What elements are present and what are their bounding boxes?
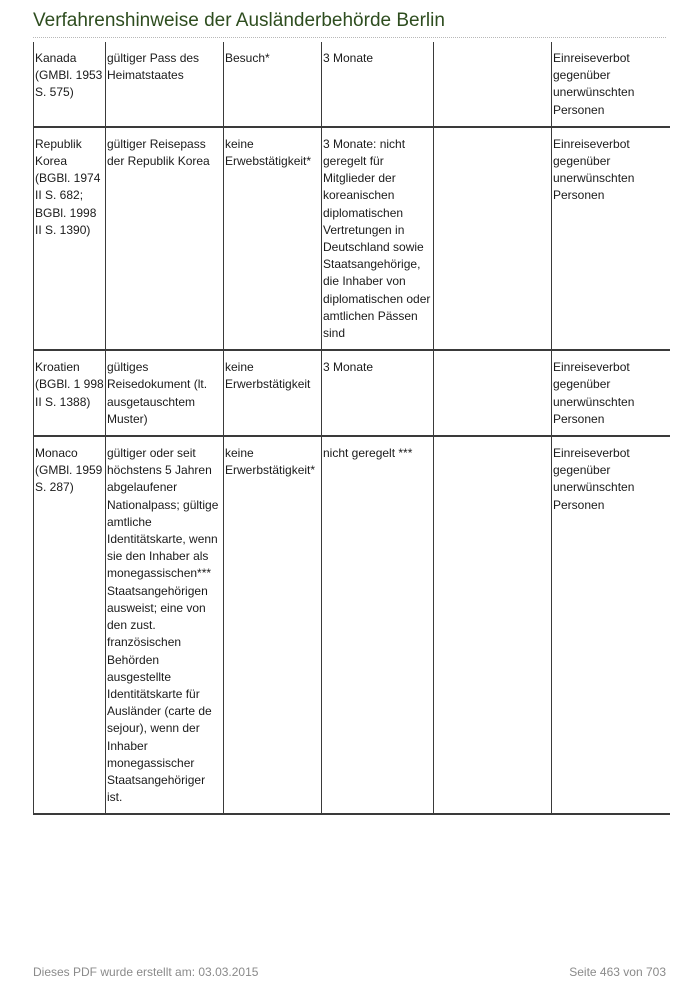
cell-duration: 3 Monate <box>322 42 434 127</box>
cell-extra <box>434 42 552 127</box>
cell-country: Kroatien (BGBl. 1 998 II S. 1388) <box>34 350 106 436</box>
table-row <box>34 350 670 436</box>
cell-duration: 3 Monate: nicht geregelt für Mitglieder der koreanischen diplomatischen Vertretungen in Deutschland sowie Staatsangehörige, die Inhaber von diplomatischen oder amtlichen Pässen sind <box>322 127 434 350</box>
cell-extra <box>434 127 552 350</box>
cell-note: Einreiseverbot gegenüber unerwünschten Personen <box>552 436 670 814</box>
cell-note: Einreiseverbot gegenüber unerwünschten Personen <box>552 42 670 127</box>
table-row <box>34 127 670 350</box>
cell-purpose: keine Erwebstätigkeit* <box>224 127 322 350</box>
page-title: Verfahrenshinweise der Ausländerbehörde Berlin <box>33 10 445 31</box>
cell-country: Kanada (GMBl. 1953 S. 575) <box>34 42 106 127</box>
cell-duration: nicht geregelt *** <box>322 436 434 814</box>
cell-document: gültiger oder seit höchstens 5 Jahren abgelaufener Nationalpass; gültige amtliche Identitätskarte, wenn sie den Inhaber als monegassischen*** Staatsangehörigen ausweist; eine von den zust. französischen Behörden ausgestellte Identitätskarte für Ausländer (carte de sejour), wenn der Inhaber monegassischer Staatsangehöriger ist. <box>106 436 224 814</box>
table-row <box>34 436 670 814</box>
cell-purpose: keine Erwerbstätigkeit* <box>224 436 322 814</box>
header-divider <box>33 37 666 38</box>
cell-extra <box>434 350 552 436</box>
cell-document: gültiger Reisepass der Republik Korea <box>106 127 224 350</box>
table-row <box>34 42 670 127</box>
cell-country: Monaco (GMBl. 1959 S. 287) <box>34 436 106 814</box>
regulations-table <box>33 42 670 815</box>
cell-note: Einreiseverbot gegenüber unerwünschten Personen <box>552 127 670 350</box>
cell-duration: 3 Monate <box>322 350 434 436</box>
cell-extra <box>434 436 552 814</box>
cell-purpose: Besuch* <box>224 42 322 127</box>
cell-purpose: keine Erwerbstätigkeit <box>224 350 322 436</box>
footer-page-number: Seite 463 von 703 <box>569 965 666 979</box>
cell-note: Einreiseverbot gegenüber unerwünschten Personen <box>552 350 670 436</box>
cell-country: Republik Korea (BGBl. 1974 II S. 682; BGBl. 1998 II S. 1390) <box>34 127 106 350</box>
cell-document: gültiges Reisedokument (lt. ausgetauschtem Muster) <box>106 350 224 436</box>
footer-created-date: Dieses PDF wurde erstellt am: 03.03.2015 <box>33 965 259 979</box>
cell-document: gültiger Pass des Heimatstaates <box>106 42 224 127</box>
